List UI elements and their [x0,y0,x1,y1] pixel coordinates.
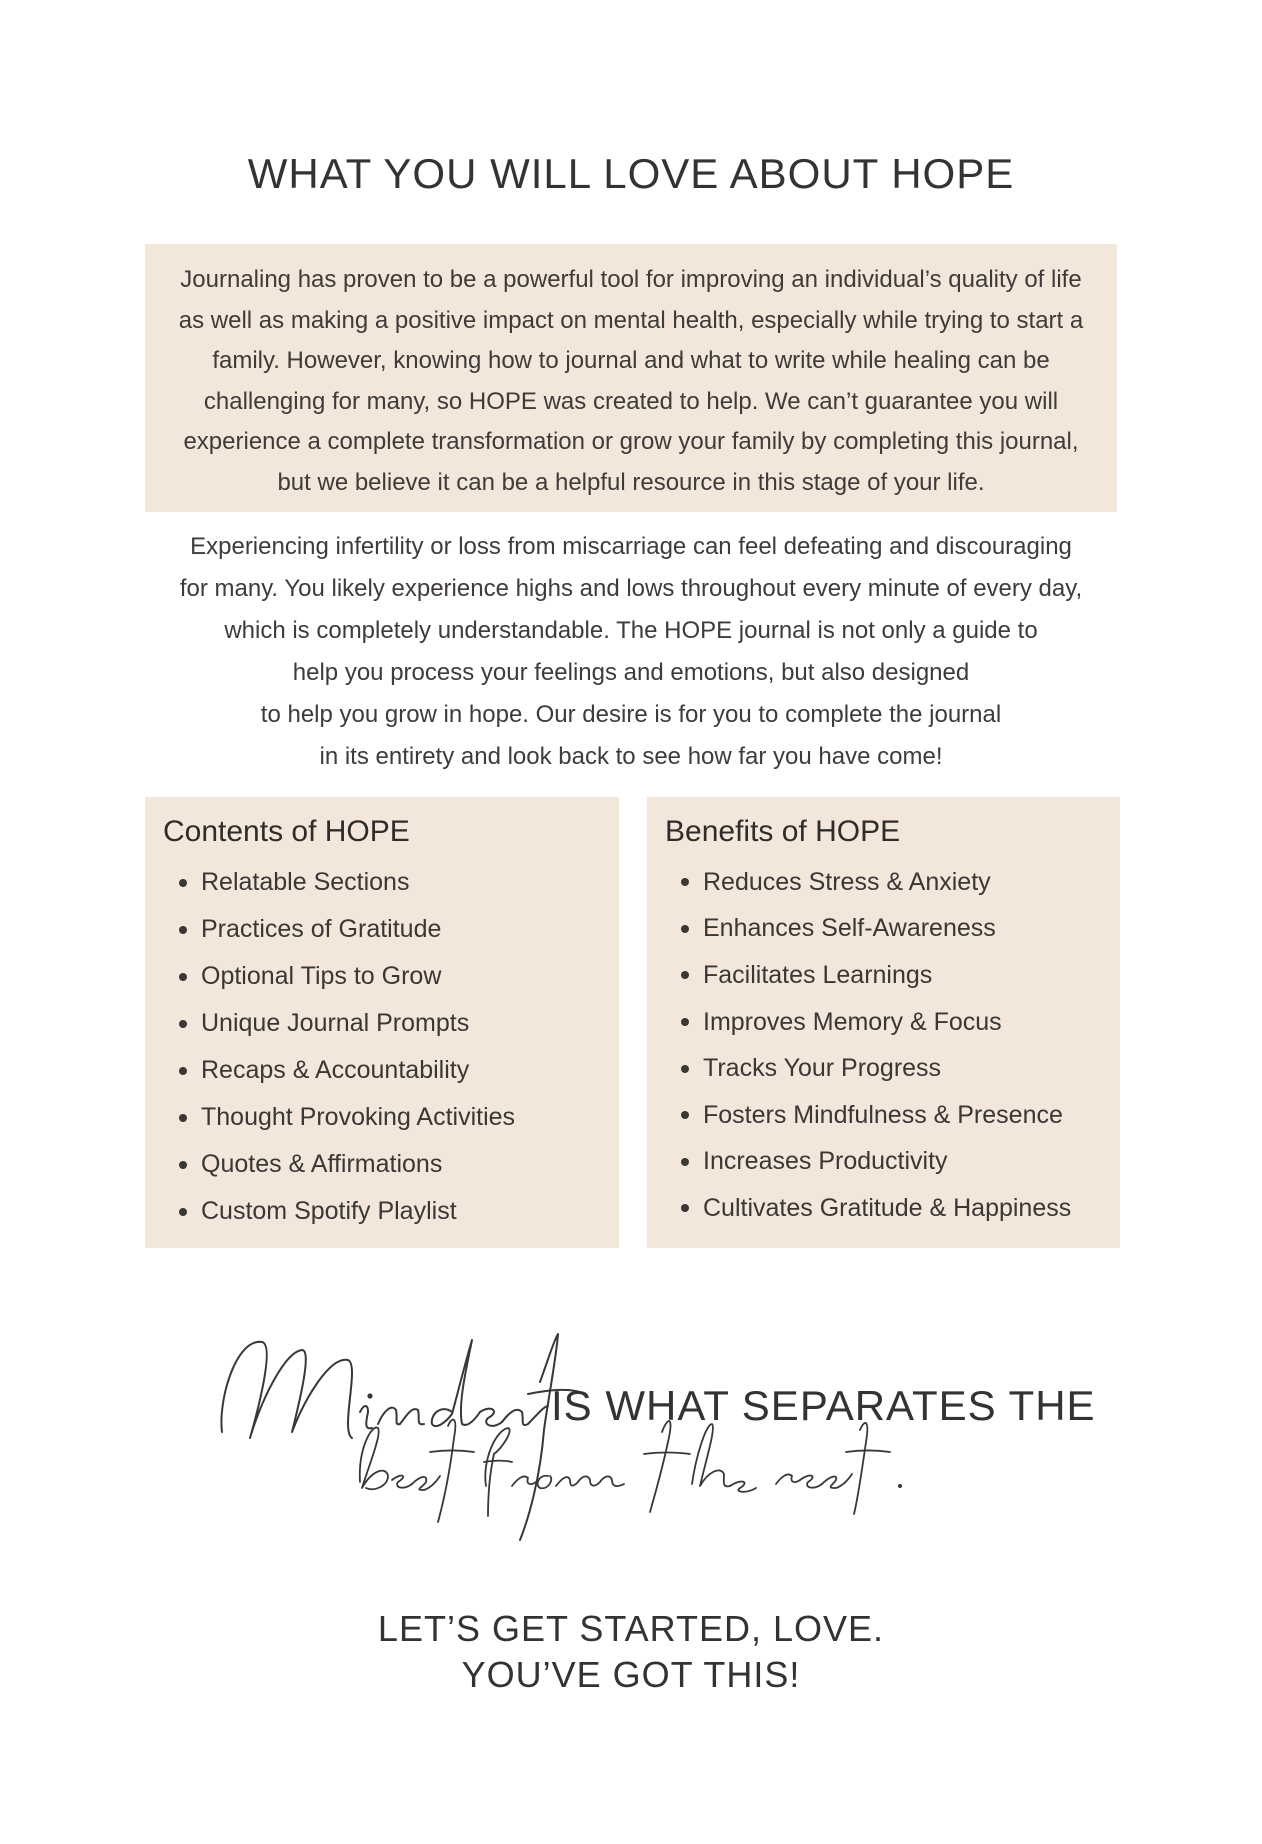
bullet-icon [681,1111,689,1119]
bullet-icon [179,879,187,887]
list-item [681,1092,1102,1139]
mindset-quote [0,1320,1262,1570]
intro-line: family. However, knowing how to journal and what to write while healing can be [212,347,1050,374]
list-item [179,1141,601,1188]
closing-line-2: YOU’VE GOT THIS! [461,1654,801,1695]
bullet-icon [681,925,689,933]
intro-line: but we believe it can be a helpful resource in this stage of your life. [277,468,985,496]
list-item-label: Facilitates Learnings [703,960,933,989]
quote-caps-text: IS WHAT SEPARATES THE [551,1382,1096,1429]
best-from-the-rest-script [360,1420,902,1522]
list-item [179,1094,601,1141]
closing-line-1: LET’S GET STARTED, LOVE. [377,1608,885,1649]
intro-line: experience a complete transformation or grow your family by completing this journal, [183,428,1079,455]
description-line: which is completely understandable. The HOPE journal is not only a guide to [224,617,1038,644]
bullet-icon [179,1067,187,1075]
list-item [681,1185,1102,1232]
description-paragraph [145,526,1117,778]
bullet-icon [179,926,187,934]
intro-line: Journaling has proven to be a powerful tool for improving an individual’s quality of life [180,266,1082,293]
contents-list [163,859,601,1235]
bullet-icon [179,1114,187,1122]
list-item-label: Increases Productivity [703,1147,948,1176]
list-item [681,952,1102,999]
list-item-label: Improves Memory & Focus [703,1007,1002,1036]
description-line: help you process your feelings and emotions, but also designed [292,659,970,686]
page-title: WHAT YOU WILL LOVE ABOUT HOPE [247,150,1015,197]
bullet-icon [681,878,689,886]
list-item [179,859,601,906]
list-item-label: Unique Journal Prompts [201,1009,470,1037]
description-line: in its entirety and look back to see how far you have come! [319,743,943,770]
benefits-panel [647,797,1120,1248]
list-item [179,953,601,1000]
list-item-label: Practices of Gratitude [201,915,442,943]
benefits-heading: Benefits of HOPE [665,815,901,848]
bullet-icon [681,1065,689,1073]
list-item-label: Relatable Sections [201,868,410,896]
list-item [179,1000,601,1047]
bullet-icon [179,1161,187,1169]
list-item-label: Thought Provoking Activities [201,1103,516,1131]
bullet-icon [681,1204,689,1212]
list-item [179,1047,601,1094]
description-line: to help you grow in hope. Our desire is for you to complete the journal [260,701,1002,728]
list-item [681,906,1102,953]
list-item [681,999,1102,1046]
contents-panel [145,797,619,1248]
list-item-label: Reduces Stress & Anxiety [703,867,991,896]
mindset-script [221,1334,580,1540]
description-line: for many. You likely experience highs and lows throughout every minute of every day, [179,575,1083,602]
contents-heading: Contents of HOPE [163,815,410,848]
bullet-icon [681,1018,689,1026]
bullet-icon [179,1208,187,1216]
benefits-list [665,859,1102,1232]
list-item [681,859,1102,906]
intro-line: as well as making a positive impact on mental health, especially while trying to start a [178,306,1084,334]
description-line: Experiencing infertility or loss from miscarriage can feel defeating and discouraging [190,533,1072,560]
list-item [179,906,601,953]
intro-panel [145,244,1117,512]
closing-message [0,1606,1262,1698]
list-item-label: Custom Spotify Playlist [201,1197,457,1225]
list-item-label: Quotes & Affirmations [201,1150,443,1178]
list-item [681,1045,1102,1092]
list-item-label: Cultivates Gratitude & Happiness [703,1193,1072,1222]
list-item-label: Optional Tips to Grow [201,962,442,990]
bullet-icon [179,1020,187,1028]
bullet-icon [179,973,187,981]
list-item [681,1139,1102,1186]
list-item-label: Enhances Self-Awareness [703,914,996,943]
bullet-icon [681,971,689,979]
intro-line: challenging for many, so HOPE was created to help. We can’t guarantee you will [203,387,1059,415]
list-item-label: Recaps & Accountability [201,1056,470,1084]
list-item-label: Fosters Mindfulness & Presence [703,1100,1063,1129]
list-item [179,1188,601,1235]
bullet-icon [681,1158,689,1166]
list-item-label: Tracks Your Progress [703,1054,942,1083]
script-lettering [0,1320,1262,1570]
